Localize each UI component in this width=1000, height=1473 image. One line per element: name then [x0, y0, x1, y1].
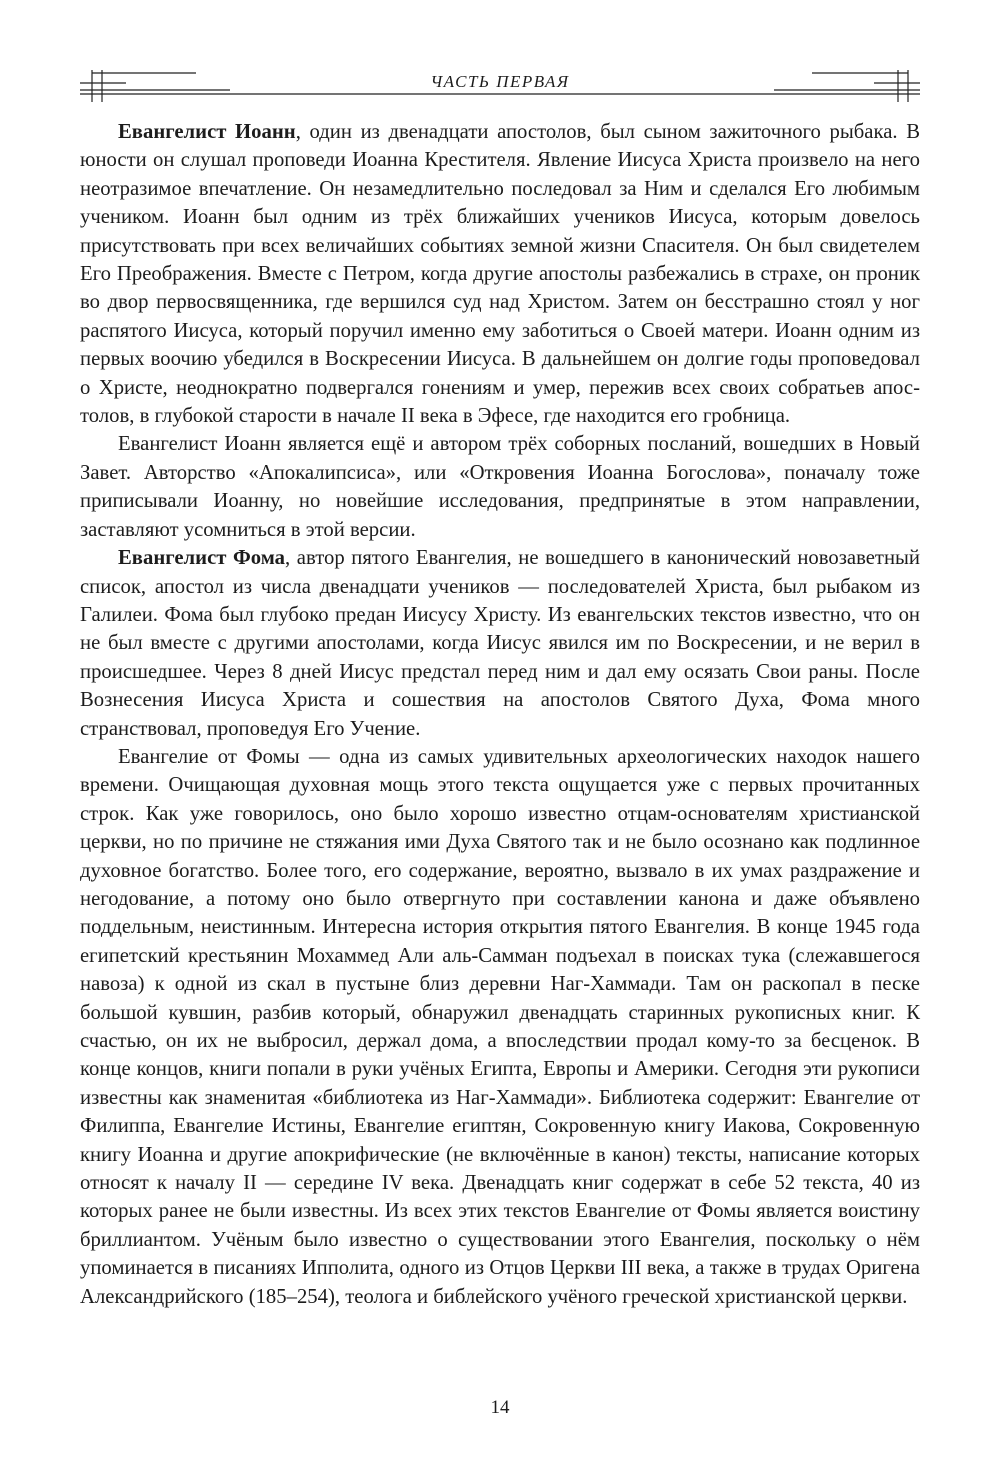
paragraph-thomas: [80, 544, 920, 743]
paragraph-gospel-of-thomas: [80, 743, 920, 1311]
header-rule-ornament: [0, 0, 1000, 120]
body-text: [80, 118, 920, 1311]
paragraph-john: [80, 118, 920, 430]
paragraph-lead: Евангелист Фома: [118, 547, 286, 570]
section-title: ЧАСТЬ ПЕРВАЯ: [430, 72, 570, 91]
paragraph-lead: Евангелист Иоанн: [118, 121, 296, 143]
paragraph-text: , один из двенадцати апостолов, был сыном зажиточного рыбака. В юности он слушал проповеди Иоанна Крестителя. Явление Иисуса Христа произвело на него неотразимое впечатление. Он незамедлительно последовал за Ним и сделался Его любимым учеником. Иоанн был одним из трёх ближайших учеников Иисуса, которым довелось присутствовать при всех величайших событиях земной жизни Спасителя. Он был свидетелем Его Преображения. Вместе с Петром, когда другие апостолы разбежались в страхе, он проник во двор первосвященника, где вершился суд над Христом. Затем он бесстрашно стоял у ног распятого Иисуса, который поручил именно ему заботиться о Своей матери. Иоанн одним из первых воочию убедился в Воскресении Иисуса. В дальнейшем он долгие годы проповедовал о Христе, неоднократно подвергался гонениям и умер, пережив всех своих собратьев апостолов, в глубокой старости в начале II века в Эфесе, где находится его гробница.: [80, 121, 920, 428]
paragraph-text: Евангелие от Фомы — одна из самых удивительных археологических находок нашего времени. Очищающая духовная мощь этого текста ощущается уже с первых прочитанных строк. Как уже говорилось, оно было хорошо известно отцам-основателям христианской церкви, но по причине не стяжания ими Духа Святого так и не было осознано как подлинное духовное богатство. Более того, его содержание, вероятно, вызвало в их умах раздражение и негодование, а потому оно было отвергнуто при составлении канона и даже объявлено поддельным, неистинным. Интересна история открытия пятого Евангелия. В конце 1945 года египетский крестьянин Мохаммед Али аль-Самман подъехал в поисках тука (слежавшегося навоза) к одной из скал в пустыне близ деревни Наг-Хаммади. Там он раскопал в песке большой кувшин, разбив который, обнаружил двенадцать старинных рукописных книг. К счастью, он их не выбросил, держал дома, а впоследствии продал кому-то за бесценок. В конце концов, книги попали в руки учёных Египта, Европы и Америки. Сегодня эти рукописи известны как знаменитая «библиотека из Наг-Хаммади». Библиотека содержит: Евангелие от Филиппа, Евангелие Истины, Евангелие египтян, Сокровенную книгу Иакова, Сокровенную книгу Иоанна и другие апокрифические (не включённые в канон) тексты, написание которых относят к началу II — середине IV века. Двенадцать книг содержат в себе 52 текста, 40 из которых ранее не были известны. Из всех этих текстов Евангелие от Фомы является воистину бриллиантом. Учёным было известно о существовании этого Евангелия, поскольку о нём упоминается в писаниях Ипполита, одного из Отцов Церкви III века, а также в трудах Оригена Александрийского (185–254), теолога и библейского учёного греческой христианской церкви.: [80, 745, 920, 1308]
running-header: [0, 0, 1000, 120]
paragraph-text: , автор пятого Евангелия, не вошедшего в канонический новозаветный список, апостол из числа двенадцати учеников — последователей Христа, был рыбаком из Галилеи. Фома был глубоко предан Иисусу Христу. Из евангельских текстов известно, что он не был вместе с другими апостолами, когда Иисус явился им по Воскресении, и не верил в происшедшее. Через 8 дней Иисус предстал перед ним и дал ему осязать Свои раны. После Вознесения Иисуса Христа и сошествия на апостолов Святого Духа, Фома много странствовал, проповедуя Его Учение.: [80, 547, 921, 740]
page-number: 14: [490, 1397, 510, 1418]
paragraph-john-authorship: [80, 430, 920, 544]
paragraph-text: Евангелист Иоанн является ещё и автором трёх соборных посланий, вошедших в Новый Завет. Авторство «Апокалипсиса», или «Откровения Иоанна Богослова», поначалу тоже приписывали Иоанну, но новейшие исследования, предпринятые в этом направлении, заставляют усомниться в этой версии.: [80, 433, 920, 541]
